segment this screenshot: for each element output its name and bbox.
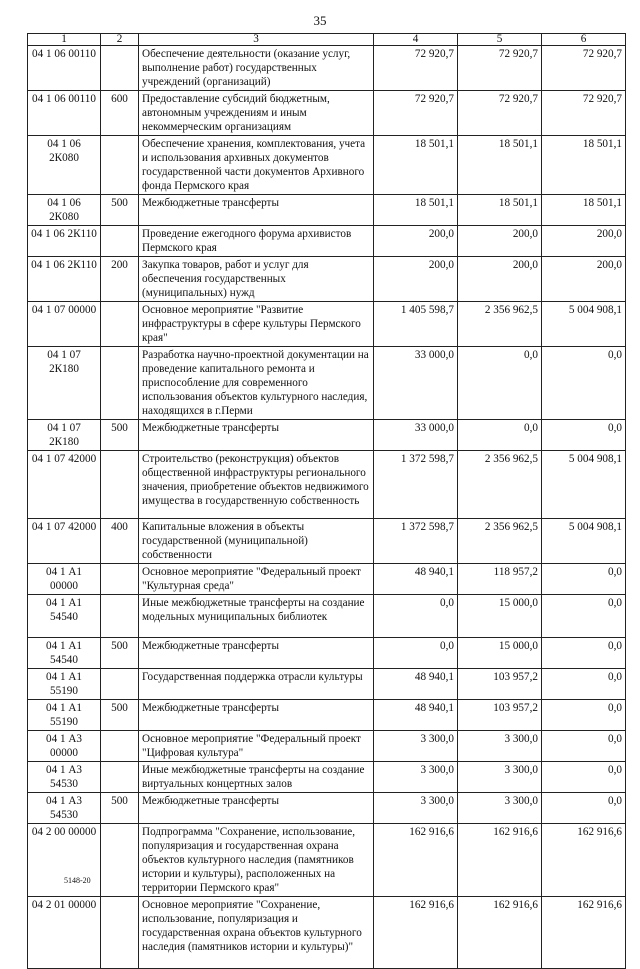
row-type — [101, 46, 139, 91]
row-value-3: 200,0 — [542, 257, 626, 302]
row-value-1: 200,0 — [374, 226, 458, 257]
row-value-3: 0,0 — [542, 669, 626, 700]
row-value-2: 3 300,0 — [458, 762, 542, 793]
row-value-1: 162 916,6 — [374, 897, 458, 969]
row-code: 04 1 07 00000 — [28, 302, 101, 347]
row-name: Межбюджетные трансферты — [139, 700, 374, 731]
row-value-3: 0,0 — [542, 347, 626, 420]
row-type: 200 — [101, 257, 139, 302]
row-value-2: 200,0 — [458, 257, 542, 302]
row-value-3: 72 920,7 — [542, 46, 626, 91]
header-col-5: 5 — [458, 34, 542, 46]
row-code: 04 1 А1 54540 — [28, 638, 101, 669]
row-value-2: 103 957,2 — [458, 700, 542, 731]
row-value-2: 118 957,2 — [458, 564, 542, 595]
row-value-2: 200,0 — [458, 226, 542, 257]
row-value-1: 33 000,0 — [374, 420, 458, 451]
row-value-3: 5 004 908,1 — [542, 519, 626, 564]
header-col-3: 3 — [139, 34, 374, 46]
row-value-2: 3 300,0 — [458, 793, 542, 824]
row-type: 500 — [101, 638, 139, 669]
row-value-1: 1 405 598,7 — [374, 302, 458, 347]
row-value-1: 3 300,0 — [374, 762, 458, 793]
row-value-2: 72 920,7 — [458, 46, 542, 91]
row-value-3: 0,0 — [542, 595, 626, 638]
row-value-1: 3 300,0 — [374, 793, 458, 824]
row-code: 04 1 А1 00000 — [28, 564, 101, 595]
row-type: 600 — [101, 91, 139, 136]
row-code: 04 1 А1 55190 — [28, 669, 101, 700]
page-number: 35 — [313, 13, 327, 28]
row-name: Обеспечение хранения, комплектования, учета и использования архивных документов государственной части документов Архивного фонда Пермского края — [139, 136, 374, 195]
row-value-1: 162 916,6 — [374, 824, 458, 897]
row-type: 500 — [101, 700, 139, 731]
row-value-1: 1 372 598,7 — [374, 451, 458, 519]
row-value-2: 72 920,7 — [458, 91, 542, 136]
row-type — [101, 897, 139, 969]
row-name: Строительство (реконструкция) объектов общественной инфраструктуры регионального значения, приобретение объектов недвижимого имущества в государственную собственность — [139, 451, 374, 519]
row-type — [101, 302, 139, 347]
row-code: 04 1 06 2К110 — [28, 226, 101, 257]
row-value-2: 0,0 — [458, 347, 542, 420]
row-value-2: 103 957,2 — [458, 669, 542, 700]
row-type: 500 — [101, 420, 139, 451]
row-name: Межбюджетные трансферты — [139, 793, 374, 824]
table-row — [28, 257, 626, 302]
row-value-3: 0,0 — [542, 731, 626, 762]
row-code: 04 1 А1 54540 — [28, 595, 101, 638]
row-code: 04 1 А3 00000 — [28, 731, 101, 762]
row-name: Основное мероприятие "Развитие инфраструктуры в сфере культуры Пермского края" — [139, 302, 374, 347]
row-type — [101, 669, 139, 700]
table-row — [28, 91, 626, 136]
row-value-3: 18 501,1 — [542, 195, 626, 226]
row-code: 04 1 07 2К180 — [28, 347, 101, 420]
budget-table — [27, 33, 626, 969]
row-name: Основное мероприятие "Сохранение, использование, популяризация и государственная охрана объектов культурного наследия (памятников истории и культуры)" — [139, 897, 374, 969]
table-row — [28, 762, 626, 793]
row-value-1: 18 501,1 — [374, 136, 458, 195]
row-value-3: 0,0 — [542, 420, 626, 451]
row-code: 04 1 06 00110 — [28, 91, 101, 136]
row-value-1: 48 940,1 — [374, 669, 458, 700]
table-row — [28, 302, 626, 347]
row-value-1: 48 940,1 — [374, 700, 458, 731]
table-row — [28, 824, 626, 897]
table-row — [28, 700, 626, 731]
row-value-1: 200,0 — [374, 257, 458, 302]
row-code: 04 1 А1 55190 — [28, 700, 101, 731]
table-row — [28, 347, 626, 420]
document-code: 5148-20 — [64, 876, 91, 885]
table-row — [28, 420, 626, 451]
row-code: 04 1 07 42000 — [28, 451, 101, 519]
row-value-3: 72 920,7 — [542, 91, 626, 136]
row-value-3: 0,0 — [542, 700, 626, 731]
row-value-2: 15 000,0 — [458, 595, 542, 638]
row-value-2: 2 356 962,5 — [458, 302, 542, 347]
row-name: Межбюджетные трансферты — [139, 638, 374, 669]
row-name: Разработка научно-проектной документации на проведение капитального ремонта и приспособление для современного использования объектов культурного наследия, находящихся в г.Перми — [139, 347, 374, 420]
row-value-3: 18 501,1 — [542, 136, 626, 195]
row-type — [101, 762, 139, 793]
table-row — [28, 451, 626, 519]
row-code: 04 1 07 2К180 — [28, 420, 101, 451]
row-type: 400 — [101, 519, 139, 564]
row-value-3: 162 916,6 — [542, 824, 626, 897]
row-type — [101, 731, 139, 762]
row-name: Обеспечение деятельности (оказание услуг, выполнение работ) государственных учреждений (организаций) — [139, 46, 374, 91]
row-code: 04 1 07 42000 — [28, 519, 101, 564]
row-type: 500 — [101, 195, 139, 226]
row-name: Подпрограмма "Сохранение, использование, популяризация и государственная охрана объектов культурного наследия (памятников истории и культуры), расположенных на территории Пермского края" — [139, 824, 374, 897]
row-type — [101, 564, 139, 595]
row-name: Капитальные вложения в объекты государственной (муниципальной) собственности — [139, 519, 374, 564]
row-value-2: 2 356 962,5 — [458, 451, 542, 519]
table-row — [28, 195, 626, 226]
header-col-1: 1 — [28, 34, 101, 46]
row-value-3: 0,0 — [542, 638, 626, 669]
row-value-1: 72 920,7 — [374, 46, 458, 91]
table-row — [28, 46, 626, 91]
table-row — [28, 519, 626, 564]
row-name: Иные межбюджетные трансферты на создание модельных муниципальных библиотек — [139, 595, 374, 638]
header-row — [28, 34, 626, 46]
table-row — [28, 638, 626, 669]
row-code: 04 1 06 2К110 — [28, 257, 101, 302]
row-value-2: 15 000,0 — [458, 638, 542, 669]
row-value-2: 18 501,1 — [458, 195, 542, 226]
row-value-1: 33 000,0 — [374, 347, 458, 420]
row-value-1: 3 300,0 — [374, 731, 458, 762]
row-type — [101, 595, 139, 638]
row-value-1: 1 372 598,7 — [374, 519, 458, 564]
row-value-2: 162 916,6 — [458, 897, 542, 969]
row-type — [101, 347, 139, 420]
row-value-1: 18 501,1 — [374, 195, 458, 226]
table-row — [28, 226, 626, 257]
row-name: Основное мероприятие "Федеральный проект "Цифровая культура" — [139, 731, 374, 762]
row-value-1: 0,0 — [374, 595, 458, 638]
row-value-1: 72 920,7 — [374, 91, 458, 136]
row-value-2: 2 356 962,5 — [458, 519, 542, 564]
table-row — [28, 897, 626, 969]
header-col-2: 2 — [101, 34, 139, 46]
row-value-3: 0,0 — [542, 564, 626, 595]
row-type: 500 — [101, 793, 139, 824]
table-row — [28, 136, 626, 195]
row-value-3: 162 916,6 — [542, 897, 626, 969]
row-name: Основное мероприятие "Федеральный проект "Культурная среда" — [139, 564, 374, 595]
row-name: Государственная поддержка отрасли культуры — [139, 669, 374, 700]
row-code: 04 2 01 00000 — [28, 897, 101, 969]
row-value-3: 5 004 908,1 — [542, 302, 626, 347]
row-code: 04 1 А3 54530 — [28, 793, 101, 824]
table-row — [28, 669, 626, 700]
table-row — [28, 564, 626, 595]
row-value-3: 0,0 — [542, 762, 626, 793]
row-name: Проведение ежегодного форума архивистов Пермского края — [139, 226, 374, 257]
row-name: Предоставление субсидий бюджетным, автономным учреждениям и иным некоммерческим организациям — [139, 91, 374, 136]
row-code: 04 1 А3 54530 — [28, 762, 101, 793]
row-type — [101, 136, 139, 195]
row-value-2: 0,0 — [458, 420, 542, 451]
row-value-3: 5 004 908,1 — [542, 451, 626, 519]
row-value-2: 162 916,6 — [458, 824, 542, 897]
row-code: 04 1 06 00110 — [28, 46, 101, 91]
row-value-3: 200,0 — [542, 226, 626, 257]
row-code: 04 1 06 2К080 — [28, 195, 101, 226]
row-code: 04 2 00 00000 — [28, 824, 101, 897]
row-value-2: 3 300,0 — [458, 731, 542, 762]
header-col-4: 4 — [374, 34, 458, 46]
table-row — [28, 731, 626, 762]
row-type — [101, 226, 139, 257]
table-row — [28, 595, 626, 638]
row-value-2: 18 501,1 — [458, 136, 542, 195]
row-value-1: 48 940,1 — [374, 564, 458, 595]
table-row — [28, 793, 626, 824]
row-name: Межбюджетные трансферты — [139, 195, 374, 226]
row-value-1: 0,0 — [374, 638, 458, 669]
row-value-3: 0,0 — [542, 793, 626, 824]
row-code: 04 1 06 2К080 — [28, 136, 101, 195]
row-name: Закупка товаров, работ и услуг для обеспечения государственных (муниципальных) нужд — [139, 257, 374, 302]
row-name: Межбюджетные трансферты — [139, 420, 374, 451]
row-name: Иные межбюджетные трансферты на создание виртуальных концертных залов — [139, 762, 374, 793]
row-type — [101, 451, 139, 519]
row-type — [101, 824, 139, 897]
header-col-6: 6 — [542, 34, 626, 46]
